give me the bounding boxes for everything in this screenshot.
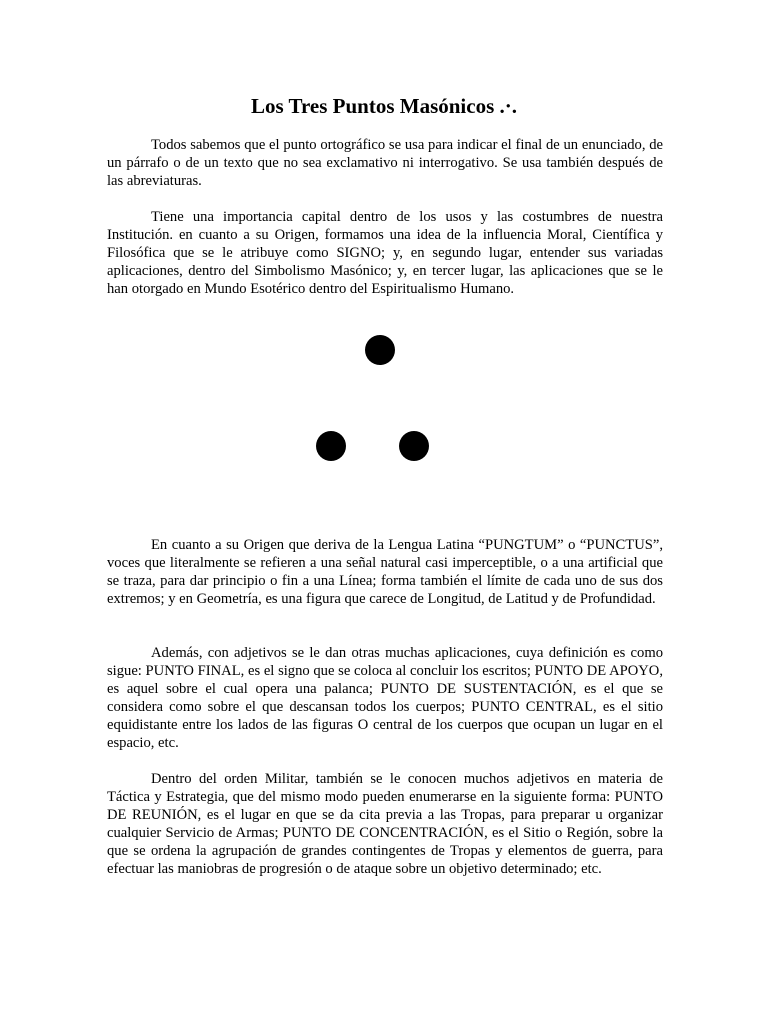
paragraph-importance: Tiene una importancia capital dentro de los usos y las costumbres de nuestra Institución. en cuanto a su Origen, formamos una idea de la influencia Moral, Científica y Filosófica que se le atribuye como SIGNO; y, en segundo lugar, entender sus variadas aplicaciones, dentro del Simbolismo Masónico; y, en tercer lugar, las aplicaciones que se le han otorgado en Mundo Esotérico dentro del Espiritualismo Humano.	[107, 209, 663, 297]
dot-top-icon	[365, 335, 395, 365]
document-title: Los Tres Puntos Masónicos .·.	[250, 94, 518, 118]
paragraph-applications: Además, con adjetivos se le dan otras muchas aplicaciones, cuya definición es como sigue: PUNTO FINAL, es el signo que se coloca al concluir los escritos; PUNTO DE APOYO, es aquel sobre el cual opera una palanca; PUNTO DE SUSTENTACIÓN, es el que se considera como sobre el que descansan todos los cuerpos; PUNTO CENTRAL, es el sitio equidistante entre los lados de las figuras O central de los cuerpos que ocupan un lugar en el espacio, etc.	[107, 645, 663, 751]
dot-bottom-right-icon	[399, 431, 429, 461]
paragraph-intro: Todos sabemos que el punto ortográfico se usa para indicar el final de un enunciado, de un párrafo o de un texto que no sea exclamativo ni interrogativo. Se usa también después de las abreviaturas.	[107, 137, 663, 189]
paragraph-origin: En cuanto a su Origen que deriva de la Lengua Latina “PUNGTUM” o “PUNCTUS”, voces que literalmente se refieren a una señal natural casi imperceptible, o a una artificial que se traza, para dar principio o fin a una Línea; forma también el límite de cada uno de sus dos extremos; y en Geometría, es una figura que carece de Longitud, de Latitud y de Profundidad.	[107, 537, 663, 607]
paragraph-military: Dentro del orden Militar, también se le conocen muchos adjetivos en materia de Táctica y Estrategia, que del mismo modo pueden enumerarse en la siguiente forma: PUNTO DE REUNIÓN, es el lugar en que se da cita previa a las Tropas, para preparar u organizar cualquier Servicio de Armas; PUNTO DE CONCENTRACIÓN, es el Sitio o Región, sobre la que se ordena la agrupación de grandes contingentes de Tropas y elementos de guerra, para efectuar las maniobras de progresión o de ataque sobre un objetivo determinado; etc.	[107, 771, 663, 877]
dot-bottom-left-icon	[316, 431, 346, 461]
